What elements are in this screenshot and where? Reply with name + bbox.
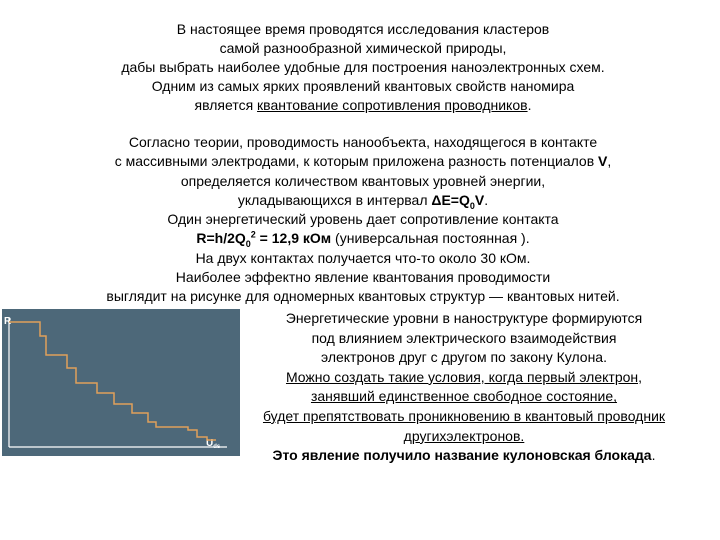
theory-line-5: Один энергетический уровень дает сопротивление контакта bbox=[167, 211, 559, 228]
coulomb-conclusion bbox=[228, 446, 700, 466]
theory-line-9: выглядит на рисунке для одномерных квантовых структур — квантовых нитей. bbox=[106, 288, 620, 305]
coulomb-line-2: под влиянием электрического взаимодействия bbox=[311, 329, 617, 346]
coulomb-link-line-4[interactable]: другихэлектронов. bbox=[403, 427, 525, 444]
resistance-staircase-line bbox=[9, 322, 216, 440]
resistance-formula-part2: = 12,9 кОм bbox=[255, 230, 332, 247]
coulomb-line-1: Энергетические уровни в наноструктуре формируются bbox=[285, 310, 643, 326]
energy-formula-part1: ΔE=Q bbox=[431, 191, 470, 208]
theory-line-4-prefix: укладывающихся в интервал bbox=[237, 191, 432, 208]
coulomb-link-line-1[interactable]: Можно создать такие условия, когда первый электрон, bbox=[285, 368, 643, 385]
staircase-graph bbox=[2, 309, 240, 456]
coulomb-link-line-3[interactable]: будет препятствовать проникновению в квантовый проводник bbox=[262, 407, 666, 424]
resistance-formula-part1: R=h/2Q bbox=[196, 230, 246, 247]
coulomb-link-line-2[interactable]: занявший единственное свободное состояние, bbox=[310, 388, 618, 405]
coulomb-paragraph bbox=[228, 309, 700, 466]
intro-line-5-suffix: . bbox=[527, 97, 532, 113]
theory-line-7: На двух контактах получается что-то около 30 кОм. bbox=[195, 249, 531, 266]
energy-formula-subscript: 0 bbox=[469, 200, 475, 211]
intro-line-5 bbox=[40, 96, 686, 115]
theory-line-2-suffix: , bbox=[607, 153, 612, 170]
x-axis-label: $U_{ds}$ bbox=[206, 438, 221, 450]
resistance-formula bbox=[196, 229, 332, 250]
theory-line-4-suffix: . bbox=[484, 191, 489, 208]
quantization-link[interactable]: квантование сопротивления проводников bbox=[257, 97, 528, 113]
theory-line-3: определяется количеством квантовых уровней энергии, bbox=[180, 172, 546, 189]
coulomb-staircase-figure bbox=[2, 309, 240, 456]
theory-line-6 bbox=[40, 229, 686, 248]
intro-line-5-prefix: является bbox=[194, 97, 258, 113]
resistance-formula-superscript: 2 bbox=[250, 229, 256, 240]
y-axis-label: R bbox=[4, 316, 12, 327]
theory-paragraph bbox=[40, 133, 686, 307]
coulomb-blockade-term: Это явление получило название кулоновская блокада bbox=[272, 447, 652, 464]
theory-line-1: Согласно теории, проводимость нанообъекта, находящегося в контакте bbox=[128, 134, 598, 150]
coulomb-line-3: электронов друг с другом по закону Кулона. bbox=[320, 349, 607, 366]
energy-formula bbox=[431, 191, 485, 211]
theory-line-6-suffix: (универсальная постоянная ). bbox=[331, 230, 530, 247]
intro-line-1: В настоящее время проводятся исследования кластеров bbox=[176, 21, 550, 37]
theory-line-8: Наиболее эффектно явление квантования проводимости bbox=[175, 269, 551, 286]
intro-line-3: дабы выбрать наиболее удобные для построения наноэлектронных схем. bbox=[121, 59, 605, 75]
theory-line-2-prefix: с массивными электродами, к которым приложена разность потенциалов bbox=[114, 153, 599, 170]
energy-formula-part2: V bbox=[474, 191, 485, 208]
intro-line-4: Одним из самых ярких проявлений квантовых свойств наномира bbox=[151, 78, 575, 94]
intro-line-2: самой разнообразной химической природы, bbox=[219, 40, 507, 56]
coulomb-conclusion-suffix: . bbox=[651, 447, 656, 464]
potential-symbol: V bbox=[598, 153, 608, 170]
theory-line-4 bbox=[40, 191, 686, 210]
resistance-formula-subscript: 0 bbox=[245, 239, 251, 250]
intro-paragraph bbox=[40, 20, 686, 115]
theory-line-2 bbox=[40, 152, 686, 171]
